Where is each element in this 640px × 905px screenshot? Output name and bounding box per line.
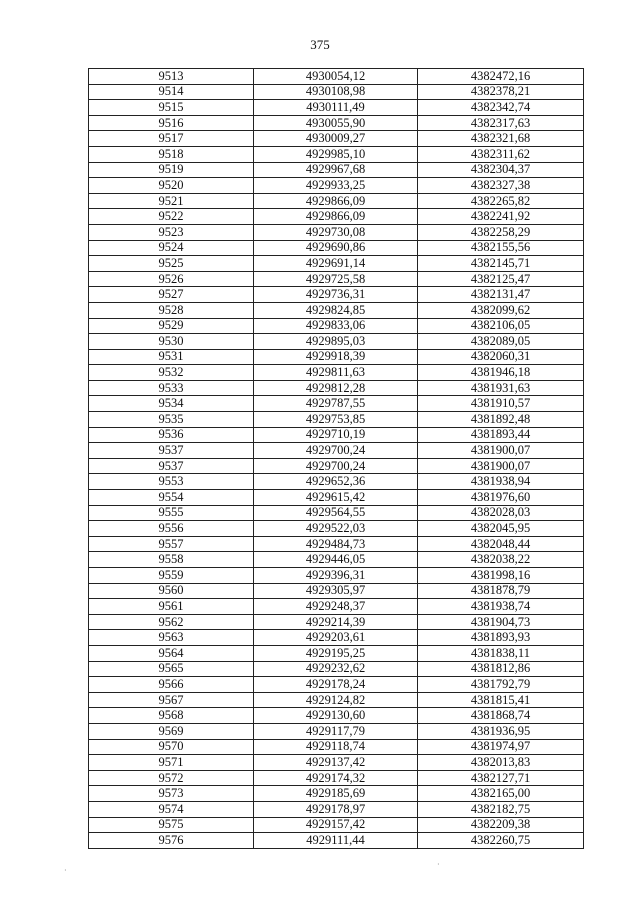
scan-speck-right: · <box>437 860 440 869</box>
x-coordinate-cell: 4929967,68 <box>254 162 418 178</box>
y-coordinate-cell: 4381946,18 <box>418 365 584 381</box>
point-number-cell: 9536 <box>89 427 254 443</box>
point-number-cell: 9556 <box>89 521 254 537</box>
y-coordinate-cell: 4382304,37 <box>418 162 584 178</box>
y-coordinate-cell: 4382182,75 <box>418 801 584 817</box>
point-number-cell: 9515 <box>89 100 254 116</box>
y-coordinate-cell: 4381974,97 <box>418 739 584 755</box>
table-row <box>89 786 584 802</box>
table-row <box>89 568 584 584</box>
y-coordinate-cell: 4382145,71 <box>418 256 584 272</box>
table-row <box>89 349 584 365</box>
table-row <box>89 302 584 318</box>
x-coordinate-cell: 4929710,19 <box>254 427 418 443</box>
x-coordinate-cell: 4929812,28 <box>254 380 418 396</box>
point-number-cell: 9559 <box>89 568 254 584</box>
y-coordinate-cell: 4382260,75 <box>418 833 584 849</box>
table-row <box>89 334 584 350</box>
y-coordinate-cell: 4382048,44 <box>418 536 584 552</box>
table-row <box>89 256 584 272</box>
point-number-cell: 9574 <box>89 801 254 817</box>
table-row <box>89 801 584 817</box>
table-row <box>89 178 584 194</box>
point-number-cell: 9570 <box>89 739 254 755</box>
y-coordinate-cell: 4381936,95 <box>418 723 584 739</box>
point-number-cell: 9563 <box>89 630 254 646</box>
table-row <box>89 692 584 708</box>
table-row <box>89 474 584 490</box>
coordinates-table <box>88 68 584 849</box>
y-coordinate-cell: 4382131,47 <box>418 287 584 303</box>
y-coordinate-cell: 4382311,62 <box>418 146 584 162</box>
point-number-cell: 9525 <box>89 256 254 272</box>
y-coordinate-cell: 4381900,07 <box>418 443 584 459</box>
x-coordinate-cell: 4929484,73 <box>254 536 418 552</box>
point-number-cell: 9561 <box>89 599 254 615</box>
table-row <box>89 443 584 459</box>
y-coordinate-cell: 4382060,31 <box>418 349 584 365</box>
point-number-cell: 9568 <box>89 708 254 724</box>
y-coordinate-cell: 4381892,48 <box>418 412 584 428</box>
x-coordinate-cell: 4929174,32 <box>254 770 418 786</box>
table-row <box>89 505 584 521</box>
y-coordinate-cell: 4382317,63 <box>418 115 584 131</box>
table-row <box>89 193 584 209</box>
x-coordinate-cell: 4930009,27 <box>254 131 418 147</box>
x-coordinate-cell: 4929214,39 <box>254 614 418 630</box>
x-coordinate-cell: 4929522,03 <box>254 521 418 537</box>
table-row <box>89 84 584 100</box>
x-coordinate-cell: 4929232,62 <box>254 661 418 677</box>
x-coordinate-cell: 4929918,39 <box>254 349 418 365</box>
table-row <box>89 630 584 646</box>
point-number-cell: 9532 <box>89 365 254 381</box>
x-coordinate-cell: 4929117,79 <box>254 723 418 739</box>
point-number-cell: 9527 <box>89 287 254 303</box>
x-coordinate-cell: 4929691,14 <box>254 256 418 272</box>
point-number-cell: 9569 <box>89 723 254 739</box>
table-row <box>89 209 584 225</box>
point-number-cell: 9537 <box>89 443 254 459</box>
x-coordinate-cell: 4930108,98 <box>254 84 418 100</box>
point-number-cell: 9529 <box>89 318 254 334</box>
x-coordinate-cell: 4929564,55 <box>254 505 418 521</box>
x-coordinate-cell: 4929157,42 <box>254 817 418 833</box>
x-coordinate-cell: 4929736,31 <box>254 287 418 303</box>
table-row <box>89 583 584 599</box>
point-number-cell: 9521 <box>89 193 254 209</box>
table-row <box>89 770 584 786</box>
y-coordinate-cell: 4382106,05 <box>418 318 584 334</box>
table-row <box>89 224 584 240</box>
table-row <box>89 162 584 178</box>
x-coordinate-cell: 4929824,85 <box>254 302 418 318</box>
point-number-cell: 9516 <box>89 115 254 131</box>
table-row <box>89 365 584 381</box>
coordinates-table-body <box>89 69 584 849</box>
point-number-cell: 9523 <box>89 224 254 240</box>
point-number-cell: 9531 <box>89 349 254 365</box>
table-row <box>89 677 584 693</box>
x-coordinate-cell: 4929895,03 <box>254 334 418 350</box>
x-coordinate-cell: 4929690,86 <box>254 240 418 256</box>
y-coordinate-cell: 4381792,79 <box>418 677 584 693</box>
table-row <box>89 645 584 661</box>
table-row <box>89 521 584 537</box>
point-number-cell: 9530 <box>89 334 254 350</box>
x-coordinate-cell: 4929615,42 <box>254 490 418 506</box>
y-coordinate-cell: 4381938,94 <box>418 474 584 490</box>
y-coordinate-cell: 4381998,16 <box>418 568 584 584</box>
x-coordinate-cell: 4929137,42 <box>254 755 418 771</box>
table-row <box>89 739 584 755</box>
page-number: 375 <box>310 37 330 52</box>
scan-speck-left: · <box>64 866 67 875</box>
table-row <box>89 490 584 506</box>
y-coordinate-cell: 4382089,05 <box>418 334 584 350</box>
point-number-cell: 9576 <box>89 833 254 849</box>
table-row <box>89 817 584 833</box>
table-row <box>89 755 584 771</box>
x-coordinate-cell: 4929700,24 <box>254 443 418 459</box>
point-number-cell: 9524 <box>89 240 254 256</box>
point-number-cell: 9553 <box>89 474 254 490</box>
y-coordinate-cell: 4382045,95 <box>418 521 584 537</box>
x-coordinate-cell: 4929185,69 <box>254 786 418 802</box>
table-row <box>89 69 584 85</box>
x-coordinate-cell: 4929305,97 <box>254 583 418 599</box>
point-number-cell: 9520 <box>89 178 254 194</box>
x-coordinate-cell: 4929811,63 <box>254 365 418 381</box>
point-number-cell: 9575 <box>89 817 254 833</box>
y-coordinate-cell: 4382472,16 <box>418 69 584 85</box>
point-number-cell: 9554 <box>89 490 254 506</box>
x-coordinate-cell: 4929866,09 <box>254 193 418 209</box>
y-coordinate-cell: 4382265,82 <box>418 193 584 209</box>
x-coordinate-cell: 4929933,25 <box>254 178 418 194</box>
point-number-cell: 9522 <box>89 209 254 225</box>
point-number-cell: 9528 <box>89 302 254 318</box>
point-number-cell: 9534 <box>89 396 254 412</box>
y-coordinate-cell: 4381838,11 <box>418 645 584 661</box>
x-coordinate-cell: 4929787,55 <box>254 396 418 412</box>
y-coordinate-cell: 4382165,00 <box>418 786 584 802</box>
table-row <box>89 599 584 615</box>
point-number-cell: 9513 <box>89 69 254 85</box>
y-coordinate-cell: 4381815,41 <box>418 692 584 708</box>
y-coordinate-cell: 4381878,79 <box>418 583 584 599</box>
y-coordinate-cell: 4381938,74 <box>418 599 584 615</box>
y-coordinate-cell: 4382241,92 <box>418 209 584 225</box>
x-coordinate-cell: 4929866,09 <box>254 209 418 225</box>
table-row <box>89 287 584 303</box>
point-number-cell: 9533 <box>89 380 254 396</box>
x-coordinate-cell: 4930111,49 <box>254 100 418 116</box>
point-number-cell: 9573 <box>89 786 254 802</box>
y-coordinate-cell: 4382038,22 <box>418 552 584 568</box>
table-row <box>89 552 584 568</box>
point-number-cell: 9514 <box>89 84 254 100</box>
table-row <box>89 131 584 147</box>
x-coordinate-cell: 4929178,24 <box>254 677 418 693</box>
y-coordinate-cell: 4381910,57 <box>418 396 584 412</box>
y-coordinate-cell: 4382028,03 <box>418 505 584 521</box>
table-row <box>89 427 584 443</box>
table-row <box>89 115 584 131</box>
y-coordinate-cell: 4382321,68 <box>418 131 584 147</box>
y-coordinate-cell: 4381976,60 <box>418 490 584 506</box>
table-row <box>89 396 584 412</box>
point-number-cell: 9519 <box>89 162 254 178</box>
point-number-cell: 9526 <box>89 271 254 287</box>
y-coordinate-cell: 4381900,07 <box>418 458 584 474</box>
table-row <box>89 833 584 849</box>
table-row <box>89 614 584 630</box>
y-coordinate-cell: 4381931,63 <box>418 380 584 396</box>
x-coordinate-cell: 4929652,36 <box>254 474 418 490</box>
point-number-cell: 9566 <box>89 677 254 693</box>
table-row <box>89 380 584 396</box>
table-row <box>89 240 584 256</box>
y-coordinate-cell: 4382342,74 <box>418 100 584 116</box>
table-row <box>89 536 584 552</box>
x-coordinate-cell: 4929446,05 <box>254 552 418 568</box>
point-number-cell: 9558 <box>89 552 254 568</box>
point-number-cell: 9562 <box>89 614 254 630</box>
y-coordinate-cell: 4382378,21 <box>418 84 584 100</box>
x-coordinate-cell: 4929248,37 <box>254 599 418 615</box>
x-coordinate-cell: 4929178,97 <box>254 801 418 817</box>
table-row <box>89 271 584 287</box>
point-number-cell: 9564 <box>89 645 254 661</box>
x-coordinate-cell: 4930055,90 <box>254 115 418 131</box>
y-coordinate-cell: 4381812,86 <box>418 661 584 677</box>
y-coordinate-cell: 4382099,62 <box>418 302 584 318</box>
y-coordinate-cell: 4381893,44 <box>418 427 584 443</box>
y-coordinate-cell: 4381868,74 <box>418 708 584 724</box>
y-coordinate-cell: 4381904,73 <box>418 614 584 630</box>
point-number-cell: 9557 <box>89 536 254 552</box>
x-coordinate-cell: 4929725,58 <box>254 271 418 287</box>
y-coordinate-cell: 4382125,47 <box>418 271 584 287</box>
point-number-cell: 9535 <box>89 412 254 428</box>
y-coordinate-cell: 4382258,29 <box>418 224 584 240</box>
y-coordinate-cell: 4382127,71 <box>418 770 584 786</box>
x-coordinate-cell: 4929203,61 <box>254 630 418 646</box>
table-row <box>89 412 584 428</box>
point-number-cell: 9565 <box>89 661 254 677</box>
point-number-cell: 9555 <box>89 505 254 521</box>
x-coordinate-cell: 4929700,24 <box>254 458 418 474</box>
y-coordinate-cell: 4382013,83 <box>418 755 584 771</box>
point-number-cell: 9537 <box>89 458 254 474</box>
point-number-cell: 9560 <box>89 583 254 599</box>
table-row <box>89 661 584 677</box>
table-row <box>89 318 584 334</box>
point-number-cell: 9517 <box>89 131 254 147</box>
x-coordinate-cell: 4929130,60 <box>254 708 418 724</box>
point-number-cell: 9518 <box>89 146 254 162</box>
point-number-cell: 9571 <box>89 755 254 771</box>
x-coordinate-cell: 4929396,31 <box>254 568 418 584</box>
y-coordinate-cell: 4382327,38 <box>418 178 584 194</box>
point-number-cell: 9572 <box>89 770 254 786</box>
x-coordinate-cell: 4929730,08 <box>254 224 418 240</box>
x-coordinate-cell: 4929753,85 <box>254 412 418 428</box>
y-coordinate-cell: 4381893,93 <box>418 630 584 646</box>
x-coordinate-cell: 4929985,10 <box>254 146 418 162</box>
x-coordinate-cell: 4929118,74 <box>254 739 418 755</box>
point-number-cell: 9567 <box>89 692 254 708</box>
table-row <box>89 100 584 116</box>
x-coordinate-cell: 4929833,06 <box>254 318 418 334</box>
table-row <box>89 723 584 739</box>
table-row <box>89 146 584 162</box>
x-coordinate-cell: 4929124,82 <box>254 692 418 708</box>
table-row <box>89 458 584 474</box>
y-coordinate-cell: 4382209,38 <box>418 817 584 833</box>
x-coordinate-cell: 4930054,12 <box>254 69 418 85</box>
table-row <box>89 708 584 724</box>
x-coordinate-cell: 4929111,44 <box>254 833 418 849</box>
y-coordinate-cell: 4382155,56 <box>418 240 584 256</box>
x-coordinate-cell: 4929195,25 <box>254 645 418 661</box>
